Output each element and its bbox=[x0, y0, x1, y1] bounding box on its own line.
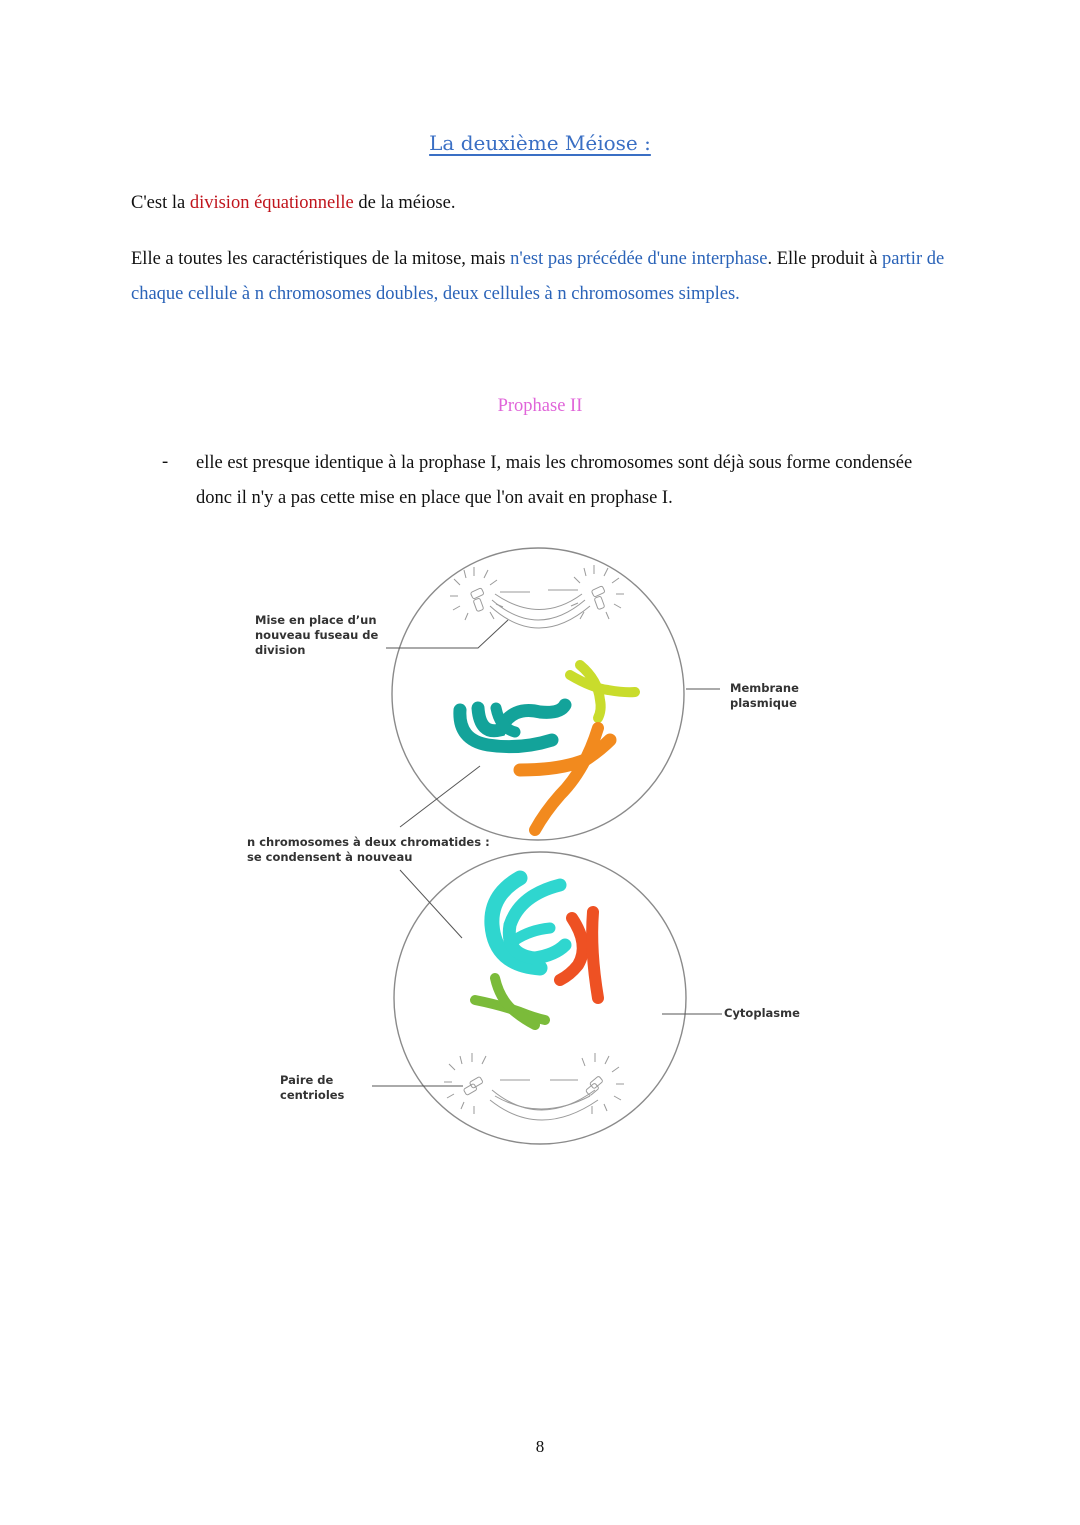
paragraph-text-2: . Elle produit à bbox=[767, 249, 883, 269]
paragraph-highlight-2: partir de chaque cellule à n chromosomes doubles, deux cellules à n chromosomes simples. bbox=[131, 249, 945, 304]
paragraph-highlight-1: n'est pas précédée d'une interphase bbox=[510, 249, 768, 269]
label-centrioles bbox=[280, 1073, 344, 1103]
label-spindle-line-1: Mise en place d’un bbox=[255, 613, 377, 627]
intro-suffix: de la méiose. bbox=[353, 193, 456, 213]
label-centrioles-line-2: centrioles bbox=[280, 1088, 345, 1102]
label-membrane bbox=[730, 681, 799, 711]
label-chromosomes-line-1: n chromosomes à deux chromatides : bbox=[247, 835, 490, 849]
top-cell bbox=[392, 548, 684, 840]
bottom-cell bbox=[394, 852, 686, 1144]
paragraph-text-1: Elle a toutes les caractéristiques de la mitose, mais bbox=[131, 249, 511, 269]
label-cytoplasm: Cytoplasme bbox=[724, 1006, 800, 1020]
label-membrane-line-2: plasmique bbox=[730, 696, 797, 710]
label-chromosomes-line-2: se condensent à nouveau bbox=[247, 850, 413, 864]
section-title-text: La deuxième Méiose : bbox=[429, 131, 651, 155]
intro-highlight: division équationnelle bbox=[189, 193, 354, 213]
label-spindle-line-3: division bbox=[255, 643, 306, 657]
intro-prefix: C'est la bbox=[131, 193, 190, 213]
label-spindle bbox=[255, 613, 378, 658]
bullet-text: elle est presque identique à la prophase I, mais les chromosomes sont déjà sous forme condensée donc il n'y a pas cette mise en place que l'on avait en prophase I. bbox=[196, 453, 913, 508]
bullet-marker: - bbox=[162, 452, 169, 472]
label-spindle-line-2: nouveau fuseau de bbox=[255, 628, 379, 642]
page-number: 8 bbox=[535, 1437, 545, 1456]
label-membrane-line-1: Membrane bbox=[730, 681, 799, 695]
phase-title: Prophase II bbox=[497, 396, 583, 416]
label-chromosomes bbox=[247, 835, 490, 865]
label-centrioles-line-1: Paire de bbox=[280, 1073, 334, 1087]
